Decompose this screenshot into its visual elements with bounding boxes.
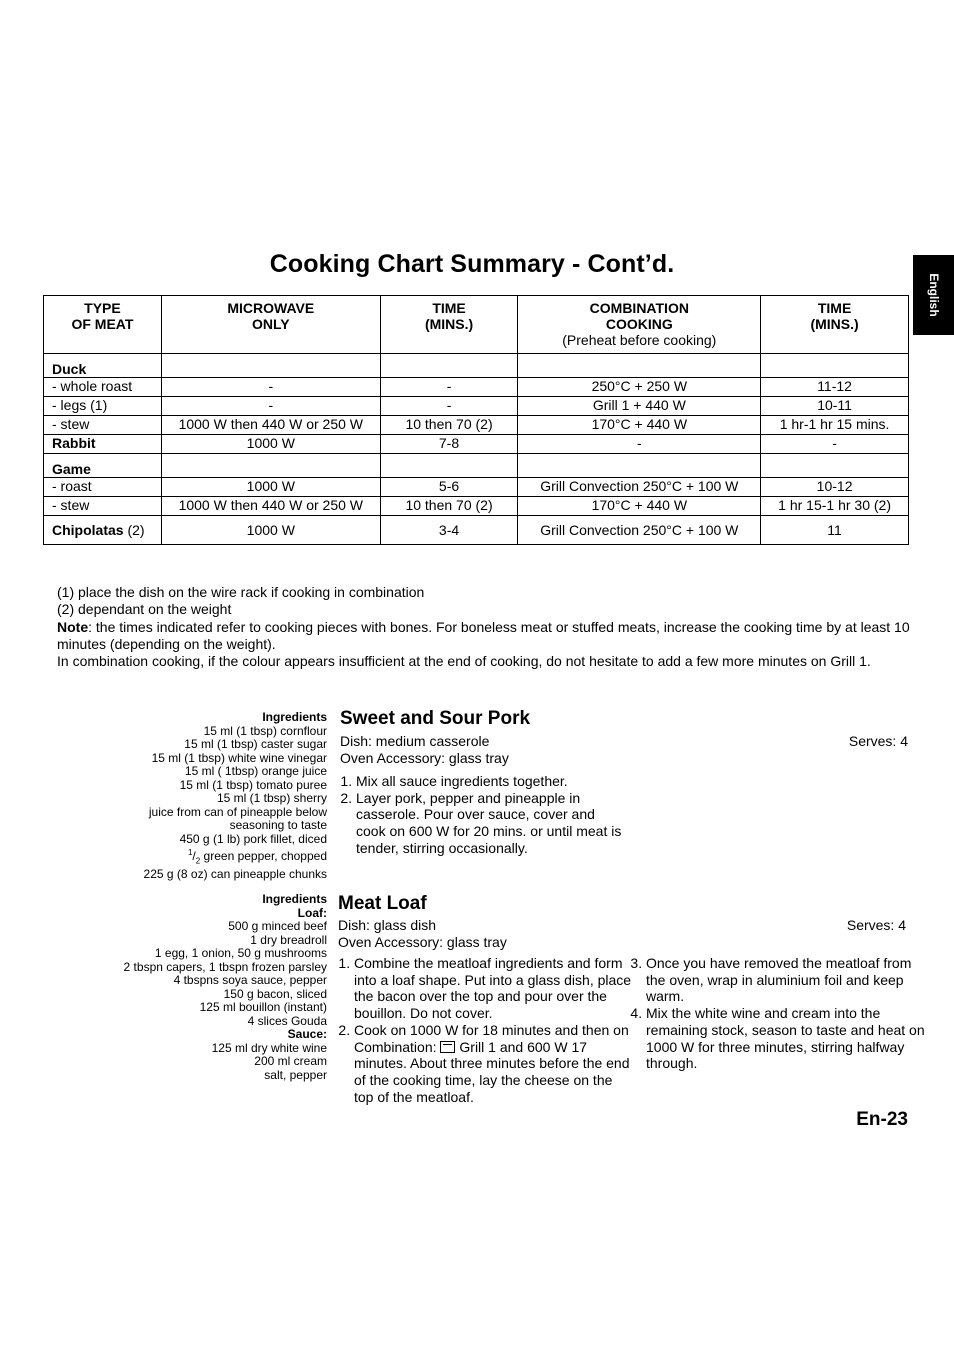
header-microwave: MICROWAVE ONLY xyxy=(161,296,380,354)
grill-icon xyxy=(440,1041,455,1053)
table-row: - whole roast - - 250°C + 250 W 11-12 xyxy=(44,378,909,397)
language-tab-label: English xyxy=(926,273,941,317)
pork-steps xyxy=(339,773,626,857)
page-number: En-23 xyxy=(856,1109,908,1130)
meatloaf-serves: Serves: 4 xyxy=(846,917,906,933)
pork-serves: Serves: 4 xyxy=(848,733,908,749)
table-row: - legs (1) - - Grill 1 + 440 W 10-11 xyxy=(44,397,909,416)
group-duck: Duck xyxy=(44,354,162,378)
meatloaf-recipe-title: Meat Loaf xyxy=(338,893,427,914)
meatloaf-step-4: 4. Mix the white wine and cream into the remaining stock, season to taste and heat on 1000 W for three minutes, stirring halfway through. xyxy=(646,1005,928,1072)
meatloaf-steps-right xyxy=(629,955,928,1072)
table-row: - stew 1000 W then 440 W or 250 W 10 then 70 (2) 170°C + 440 W 1 hr 15-1 hr 30 (2) xyxy=(44,497,909,516)
header-type: TYPE OF MEAT xyxy=(44,296,162,354)
table-row: - stew 1000 W then 440 W or 250 W 10 then 70 (2) 170°C + 440 W 1 hr-1 hr 15 mins. xyxy=(44,416,909,435)
group-chipolatas: Chipolatas (2) xyxy=(44,516,162,545)
meatloaf-accessory: Oven Accessory: glass tray xyxy=(338,934,507,950)
header-time: TIME (MINS.) xyxy=(380,296,518,354)
footnote-1: (1) place the dish on the wire rack if cooking in combination xyxy=(57,584,425,600)
meatloaf-ingredients: Ingredients Loaf: 500 g minced beef 1 dry breadroll 1 egg, 1 onion, 50 g mushrooms 2 tbspn capers, 1 tbspn frozen parsley 4 tbspns soya sauce, pepper 150 g bacon, sliced 125 ml bouillon (instant) 4 slices Gouda Sauce: 125 ml dry white wine 200 ml cream salt, pepper xyxy=(123,892,327,1082)
header-combination: COMBINATION COOKING (Preheat before cooking) xyxy=(518,296,761,354)
table-group-row xyxy=(44,454,909,478)
table-group-row xyxy=(44,354,909,378)
meatloaf-steps-left xyxy=(337,955,632,1105)
table-row: Rabbit 1000 W 7-8 - - xyxy=(44,435,909,454)
pork-accessory: Oven Accessory: glass tray xyxy=(340,750,509,766)
meatloaf-dish: Dish: glass dish xyxy=(338,917,437,933)
cooking-chart-table xyxy=(43,295,909,545)
pepper-ingredient: $^1/_2$ green pepper, chopped xyxy=(187,848,327,866)
table-row: - roast 1000 W 5-6 Grill Convection 250°C + 100 W 10-12 xyxy=(44,478,909,497)
pork-step-1: 1. Mix all sauce ingredients together. xyxy=(356,773,626,790)
page-title: Cooking Chart Summary - Cont’d. xyxy=(269,250,675,278)
pork-ingredients: Ingredients 15 ml (1 tbsp) cornflour 15 ml (1 tbsp) caster sugar 15 ml (1 tbsp) white wine vinegar 15 ml ( 1tbsp) orange juice 15 ml (1 tbsp) tomato puree 15 ml (1 tbsp) sherry juice from can of pineapple below seasoning to taste 450 g (1 lb) pork fillet, diced $^1/_2$ green pepper, chopped 225 g (8 oz) can pineapple chunks xyxy=(27,711,327,881)
pork-step-2: 2. Layer pork, pepper and pineapple in casserole. Pour over sauce, cover and cook on 600 W for 20 mins. or until meat is tender, stirring occasionally. xyxy=(356,790,626,857)
table-header-row xyxy=(44,296,909,354)
meatloaf-step-3: 3. Once you have removed the meatloaf from the oven, wrap in aluminium foil and keep warm. xyxy=(646,955,928,1005)
header-combination-time: TIME (MINS.) xyxy=(761,296,909,354)
chart-notes xyxy=(57,584,917,670)
combination-note: In combination cooking, if the colour appears insufficient at the end of cooking, do not hesitate to add a few more minutes on Grill 1. xyxy=(57,653,871,670)
pork-dish: Dish: medium casserole xyxy=(340,733,490,749)
table-row: Chipolatas (2) 1000 W 3-4 Grill Convection 250°C + 100 W 11 xyxy=(44,516,909,545)
group-game: Game xyxy=(44,454,162,478)
footnote-2: (2) dependant on the weight xyxy=(57,601,232,618)
note-paragraph: Note: the times indicated refer to cooking pieces with bones. For boneless meat or stuffed meats, increase the cooking time by at least 10 minutes (depending on the weight). xyxy=(57,618,910,652)
meatloaf-step-1: 1. Combine the meatloaf ingredients and form into a loaf shape. Put into a glass dish, place the bacon over the top and pour over the bouillon. Do not cover. xyxy=(354,955,632,1022)
meatloaf-step-2: 2. Cook on 1000 W for 18 minutes and then on Combination: Grill 1 and 600 W 17 minutes. About three minutes before the end of the cooking time, lay the cheese on the top of the meatloaf. xyxy=(354,1022,632,1106)
pork-recipe-title: Sweet and Sour Pork xyxy=(340,708,531,729)
